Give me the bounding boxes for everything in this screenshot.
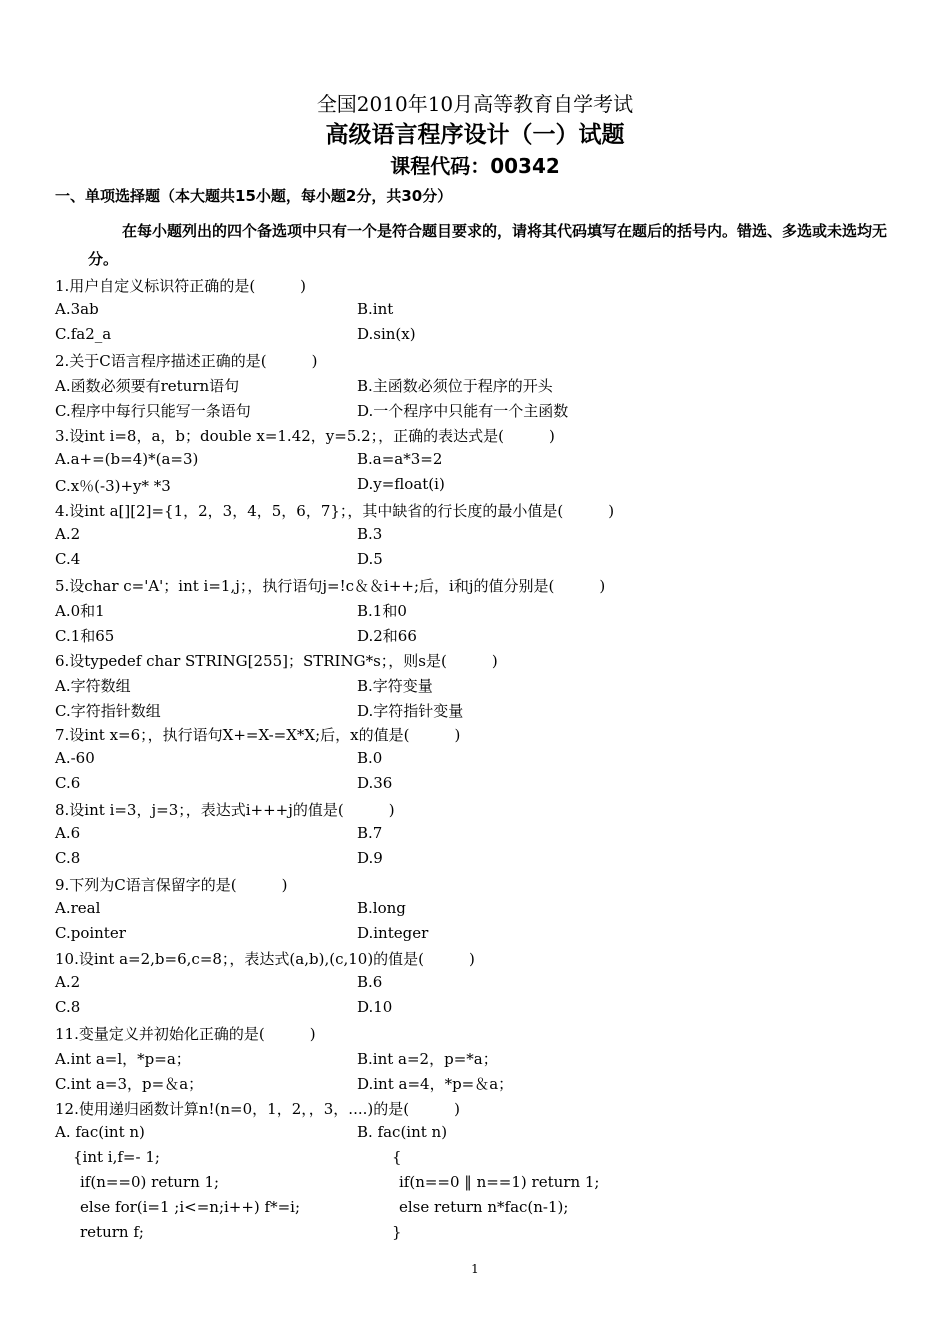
question-stem: 3.设int i=8，a，b；double x=1.42，y=5.2；，正确的表达式是( ) [55,427,555,445]
option-b: B.0 [357,749,383,767]
option-d: D.9 [357,849,383,867]
question-stem: 1.用户自定义标识符正确的是( ) [55,277,307,295]
question-stem: 11.变量定义并初始化正确的是( ) [55,1025,316,1043]
option-c: C.6 [55,774,81,792]
code-line: if(n==0) return 1; [80,1173,220,1191]
option-c: C.1和65 [55,627,115,645]
option-b: B.int [357,300,394,318]
question-stem: 4.设int a[][2]={1，2，3，4，5，6，7}；，其中缺省的行长度的最小值是( ) [55,502,615,520]
option-c: C.程序中每行只能写一条语句 [55,402,251,420]
option-b: B.1和0 [357,602,407,620]
question-stem: 7.设int x=6；，执行语句X+=X-=X*X;后，x的值是( ) [55,726,461,744]
question-stem: 12.使用递归函数计算n!(n=0，1，2，，3，....)的是( ) [55,1100,460,1118]
code-line: return f; [80,1223,144,1241]
option-b: B.7 [357,824,383,842]
exam-header-line1: 全国2010年10月高等教育自学考试 [316,92,634,116]
option-b: B.a=a*3=2 [357,450,443,468]
option-b: B.字符变量 [357,677,433,695]
option-d: D.int a=4，*p=＆a； [357,1075,514,1093]
option-c: C.8 [55,849,81,867]
exam-title: 高级语言程序设计（一）试题 [325,122,625,148]
option-c: C.int a=3，p=＆a； [55,1075,204,1093]
question-stem: 6.设typedef char STRING[255]；STRING*s；，则s是( ) [55,652,498,670]
option-b: B.6 [357,973,383,991]
question-stem: 10.设int a=2,b=6,c=8；，表达式(a,b),(c,10)的值是( ) [55,950,475,968]
section-instruction: 在每小题列出的四个备选项中只有一个是符合题目要求的，请将其代码填写在题后的括号内。错选、多选或未选均无分。 [88,222,888,268]
option-b: B.主函数必须位于程序的开头 [357,377,553,395]
option-b: B.3 [357,525,383,543]
option-d: D.integer [357,924,429,942]
option-a: A.a+=(b=4)*(a=3) [55,450,199,468]
option-b: B.long [357,899,406,917]
code-line: { [392,1148,402,1166]
option-d: D.10 [357,998,393,1016]
code-line: if(n==0 ‖ n==1) return 1; [399,1173,600,1191]
option-d: D.y=float(i) [357,475,445,493]
question-stem: 5.设char c='A'；int i=1,j；，执行语句j=!c＆＆i++;后，i和j的值分别是( ) [55,577,606,595]
option-d: D.2和66 [357,627,417,645]
option-a: A.int a=l，*p=a； [55,1050,191,1068]
course-code: 课程代码：00342 [390,154,560,178]
option-b: B.int a=2，p=*a； [357,1050,498,1068]
code-line: } [392,1223,402,1241]
code-line: B. fac(int n) [357,1123,448,1141]
option-d: D.5 [357,550,383,568]
option-a: A.函数必须要有return语句 [55,377,240,395]
code-line: A. fac(int n) [55,1123,145,1141]
option-d: D.字符指针变量 [357,702,464,720]
option-a: A.字符数组 [55,677,131,695]
option-c: C.pointer [55,924,126,942]
question-stem: 8.设int i=3，j=3；，表达式i+++j的值是( ) [55,801,395,819]
option-a: A.2 [55,973,81,991]
code-line: {int i,f=- 1; [73,1148,160,1166]
option-a: A.-60 [55,749,95,767]
page-number: 1 [471,1262,479,1276]
option-c: C.fa2_a [55,325,112,343]
option-a: A.0和1 [55,602,105,620]
option-d: D.36 [357,774,393,792]
option-a: A.6 [55,824,81,842]
option-a: A.real [55,899,101,917]
code-line: else return n*fac(n-1); [399,1198,569,1216]
section-title: 一、单项选择题（本大题共15小题，每小题2分，共30分） [55,187,453,205]
code-line: else for(i=1 ;i<=n;i++) f*=i; [80,1198,301,1216]
option-c: C.字符指针数组 [55,702,161,720]
option-d: D.一个程序中只能有一个主函数 [357,402,569,420]
option-c: C.x％(-3)+y* *3 [55,477,171,495]
option-c: C.8 [55,998,81,1016]
option-d: D.sin(x) [357,325,416,343]
question-stem: 9.下列为C语言保留字的是( ) [55,876,288,894]
option-c: C.4 [55,550,81,568]
option-a: A.2 [55,525,81,543]
option-a: A.3ab [55,300,99,318]
question-stem: 2.关于C语言程序描述正确的是( ) [55,352,318,370]
